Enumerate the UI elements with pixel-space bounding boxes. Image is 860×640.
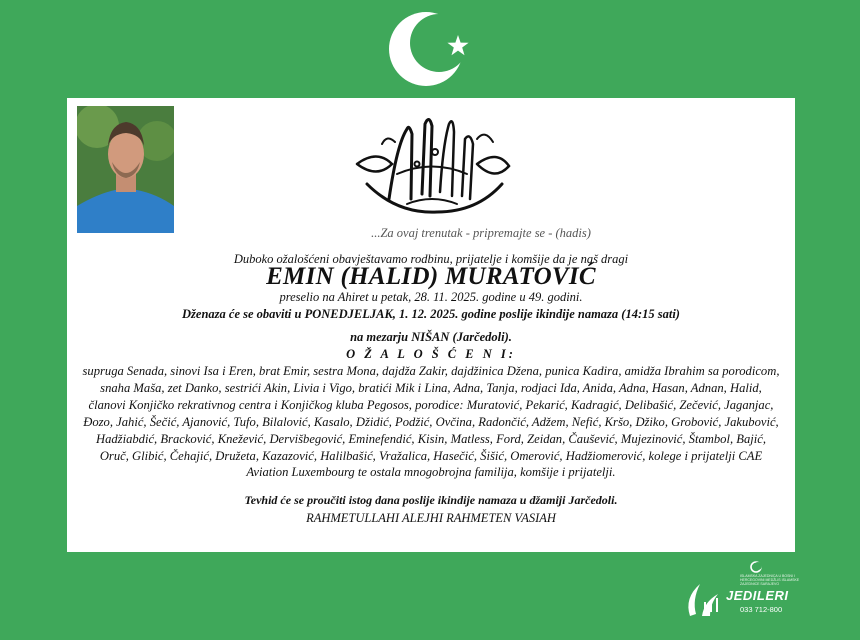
cemetery-text: na mezarju NIŠAN (Jarčedoli). [350,330,512,344]
logo-small-text: ISLAMSKA ZAJEDNICA U BOSNI I HERCEGOVINI MEDŽLIS ISLAMSKE ZAJEDNICE SARAJEVO [740,574,800,586]
arabic-calligraphy-icon [337,104,527,222]
hadis-quote: ...Za ovaj trenutak - pripremajte se - (hadis) [371,226,591,240]
logo-phone: 033 712-800 [740,605,783,614]
funeral-text: Dženaza će se obaviti u PONEDJELJAK, 1. 12. 2025. godine poslije ikindije namaza (14:15 sati) [182,307,680,321]
passing-text: preselio na Ahiret u petak, 28. 11. 2025. godine u 49. godini. [279,290,583,304]
logo-name: JEDILERI [726,588,789,603]
crescent-star-icon [388,6,474,92]
deceased-name: EMIN (HALID) MURATOVIĆ [266,263,596,290]
mourners-title: O Ž A L O Š Ć E N I: [346,347,516,361]
deceased-photo [77,106,174,233]
intro-text: Duboko ožalošćeni obavještavamo rodbinu, prijatelje i komšije da je naš dragi [233,252,629,266]
mourners-list: supruga Senada, sinovi Isa i Eren, brat Emir, sestra Mona, dajdža Zakir, dajdžinica Džena, punica Kadira, amidža Ibrahim sa porodicom, snaha Maša, zet Danko, sestrići Akin, Livia i Vigo, bratići Mik i Lina, Adna, Tanja, rodjaci Ida, Anida, Adna, Hasan, Adnan, Halid, članovi Konjičko rekrativnog centra i Konjičkog kluba Pegosos, porodice: Muratović, Pekarić, Kadragić, Delibašić, Zečević, Jaganjac, Đozo, Jahić, Šečić, Ajanović, Tufo, Bilalović, Kasalo, Džidić, Podžić, Ovčina, Radončić, Adžem, Nefić, Kršo, Džiko, Grobović, Jakubović, Hadžiabdić, Bracković, Knežević, Dervišbegović, Eminefendić, Kisin, Matless, Ford, Zeidan, Čaušević, Mujezinović, Štambol, Bajić, Oruč, Glibić, Čehajić, Družeta, Kazazović, Halilbašić, Vražalica, Hasečić, Šišić, Omerović, Hadžiomerović, kolege i prijatelji CAE Aviation Luxembourg te ostala mnogobrojna familija, komšije i prijatelji. [82,364,780,480]
tevhid-text: Tevhid će se proučiti istog dana poslije ikindije namaza u džamiji Jarčedoli. [244,493,618,507]
closing-text: RAHMETULLAHI ALEJHI RAHMETEN VASIAH [306,511,556,525]
obituary-card [67,98,795,552]
